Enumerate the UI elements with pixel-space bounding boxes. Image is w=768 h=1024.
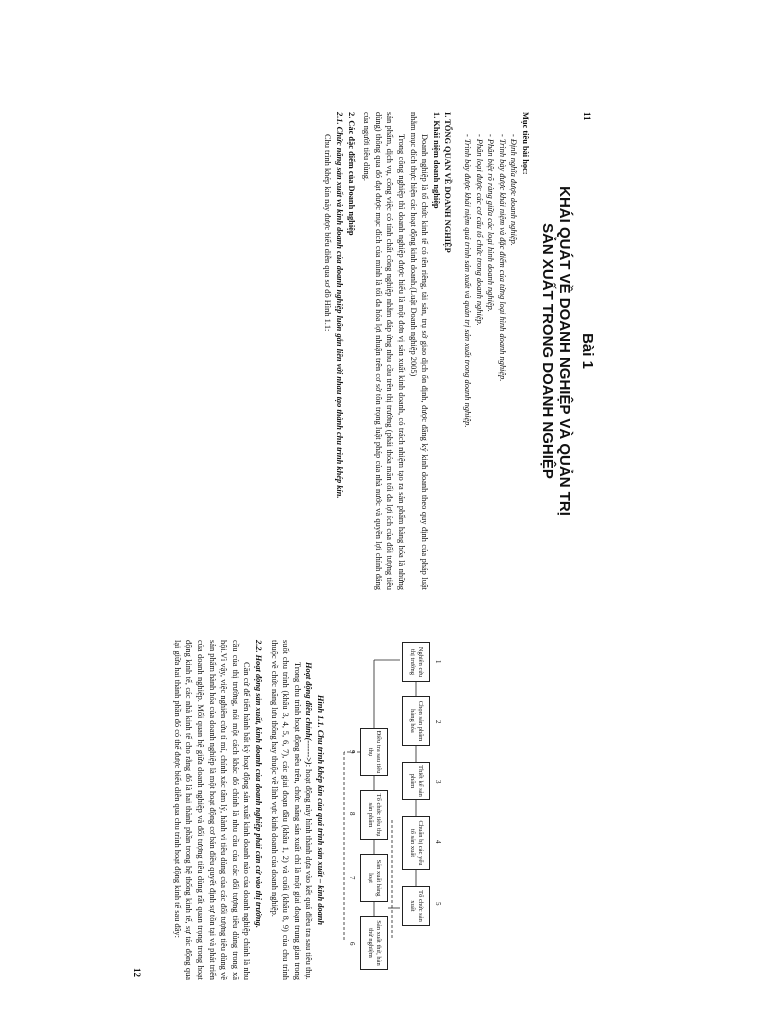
step-number: 5: [434, 902, 442, 906]
box-organize-sales: Tổ chức tiêu thụ sản phẩm: [360, 790, 388, 840]
step-number: 9: [348, 750, 356, 754]
step-number: 2: [434, 720, 442, 724]
step-number: 4: [434, 840, 442, 844]
step-number: 6: [348, 942, 356, 946]
paragraph-3: Chu trình khép kín này được biểu diễn qua sơ đồ Hình 1.1:: [323, 134, 333, 332]
legend-rest: : hoạt động này hình thành dựa vào kết quả điều tra sau tiêu thụ.: [304, 764, 314, 980]
box-organize-production: Tổ chức sản xuất: [402, 886, 430, 926]
title-line-1: KHÁI QUÁT VỀ DOANH NGHIỆP VÀ QUẢN TRỊ: [556, 186, 573, 516]
paragraph-1: Doanh nghiệp là tổ chức kinh tế có tên riêng, tài sản, trụ sở giao dịch ổn định, được đăng ký kinh doanh theo quy định của pháp luật nhằm mục đích thực hiện các hoạt động kinh doanh.(Luật Doanh nghiệp 2005): [408, 112, 430, 590]
subheading-2-1: 2.1. Chức năng sản xuất và kinh doanh của doanh nghiệp luôn gắn liền với nhau tạo thành chu trình khép kín.: [335, 112, 345, 499]
left-page: [171, 640, 444, 980]
lesson-number: Bài 1: [579, 333, 596, 369]
objective-3: - Phân biệt rõ ràng giữa các loại hình doanh nghiệp.: [486, 134, 496, 312]
paragraph-1: Trong chu trình hoạt động nêu trên, chức năng sản xuất chỉ là một giai đoạn trung gian trong suốt chu trình (khâu 3, 4, 5, 6, 7), các giai đoạn đầu (khâu 1, 2) và cuối (khâu 8, 9) của chu trình thuộc về chức năng lưu thông hay thuộc về lĩnh vực kinh doanh của doanh nghiệp.: [269, 640, 302, 980]
subheading-2-2: 2.2. Hoạt động sản xuất, kinh doanh của doanh nghiệp phải căn cứ vào thị trường.: [254, 640, 264, 928]
step-number: 8: [348, 812, 356, 816]
box-design-product: Thiết kế sản phẩm: [402, 762, 430, 800]
box-market-research: Nghiên cứu thị trường: [402, 642, 430, 682]
title-line-2: SẢN XUẤT TRONG DOANH NGHIỆP: [539, 223, 556, 479]
box-post-sale-survey: Điều tra sau tiêu thụ: [360, 728, 388, 776]
right-page-number: 11: [582, 112, 592, 121]
legend-text: [303, 640, 315, 980]
box-prepare-production: Chuẩn bị các yếu tố sản xuất: [402, 816, 430, 870]
step-number: 3: [434, 780, 442, 784]
step-number: 1: [434, 660, 442, 664]
paragraph-2: Trong công nghiệp thì doanh nghiệp được hiểu là một đơn vị sản xuất kinh doanh, có trách nhiệm tạo ra sản phẩm hàng hóa là những sản phẩm, dịch vụ, công việc có tính chất công nghiệp nhằm đáp ứng nhu cầu trên thị trường (phải thỏa mãn tối đa lợi ích của đối tượng tiêu dùng) thông qua đó đạt được mục đích của mình là tối đa hóa lợi nhuận trên cơ sở tôn trọng luật pháp của nhà nước và quyền lợi chính đáng của người tiêu dùng.: [362, 112, 407, 590]
objective-4: - Phân loại được các cơ cấu tổ chức trong doanh nghiệp.: [474, 134, 484, 326]
paragraph-2: Căn cứ để tiến hành bất kỳ hoạt động sản xuất kinh doanh nào của doanh nghiệp chính là nhu cầu của thị trường, nói một cách khác đó chính là nhu cầu của các đối tượng tiêu dùng trong xã hội.Vì vậy, việc nghiên cứu tỉ mỉ, chính xác tâm lý, hành vi tiêu dùng của các đối tượng tiêu dùng về sản phẩm hành hóa của doanh nghiệp là một hoạt động cơ bản điều quyết định sự tồn tại và phát triển của doanh nghiệp. Mối quan hệ giữa doanh nghiệp và đối tượng tiêu dùng rất quan trọng trong hoạt động kinh tế, các nhà kinh tế cho rằng đó là hai thành phần trong hệ thống kinh tế, sự tác động qua lại giữa hai thành phần đó có thể được biểu diễn qua chu trình hoạt động kinh tế sau đây:: [172, 640, 252, 980]
objective-1: - Định nghĩa được doanh nghiệp.: [509, 134, 519, 246]
subheading-1: 1. Khái niệm doanh nghiệp: [431, 112, 441, 209]
left-page-number: 12: [132, 968, 142, 977]
step-number: 7: [348, 876, 356, 880]
figure-caption: Hình 1.1. Chu trình khép kín của quá trình sản xuất – kinh doanh: [316, 694, 325, 926]
objective-5: - Trình bày được khái niệm quá trình sản xuất và quản trị sản xuất trong doanh nghiệp.: [463, 134, 473, 428]
legend-bold: Hoạt động điều chỉnh(------>): [304, 662, 314, 765]
section-heading-1: I. TỔNG QUAN VỀ DOANH NGHIỆP: [443, 112, 453, 253]
box-mass-production: Sản xuất hàng loạt: [360, 854, 388, 902]
objective-2: - Trình bày được khái niệm và đặc điểm của từng loại hình doanh nghiệp.: [497, 134, 507, 382]
subheading-2: 2. Các đặc điểm của Doanh nghiệp: [346, 112, 356, 236]
diagram-arrows: [332, 640, 444, 980]
cycle-diagram: [332, 640, 444, 980]
right-page: [322, 112, 596, 590]
page-title: [539, 112, 573, 590]
box-select-product: Chọn sản phẩm hàng hóa: [402, 696, 430, 746]
objectives-heading: Mục tiêu bài học:: [521, 112, 530, 175]
box-trial-production: Sản xuất thử, hàn thử nghiệm: [360, 916, 388, 970]
